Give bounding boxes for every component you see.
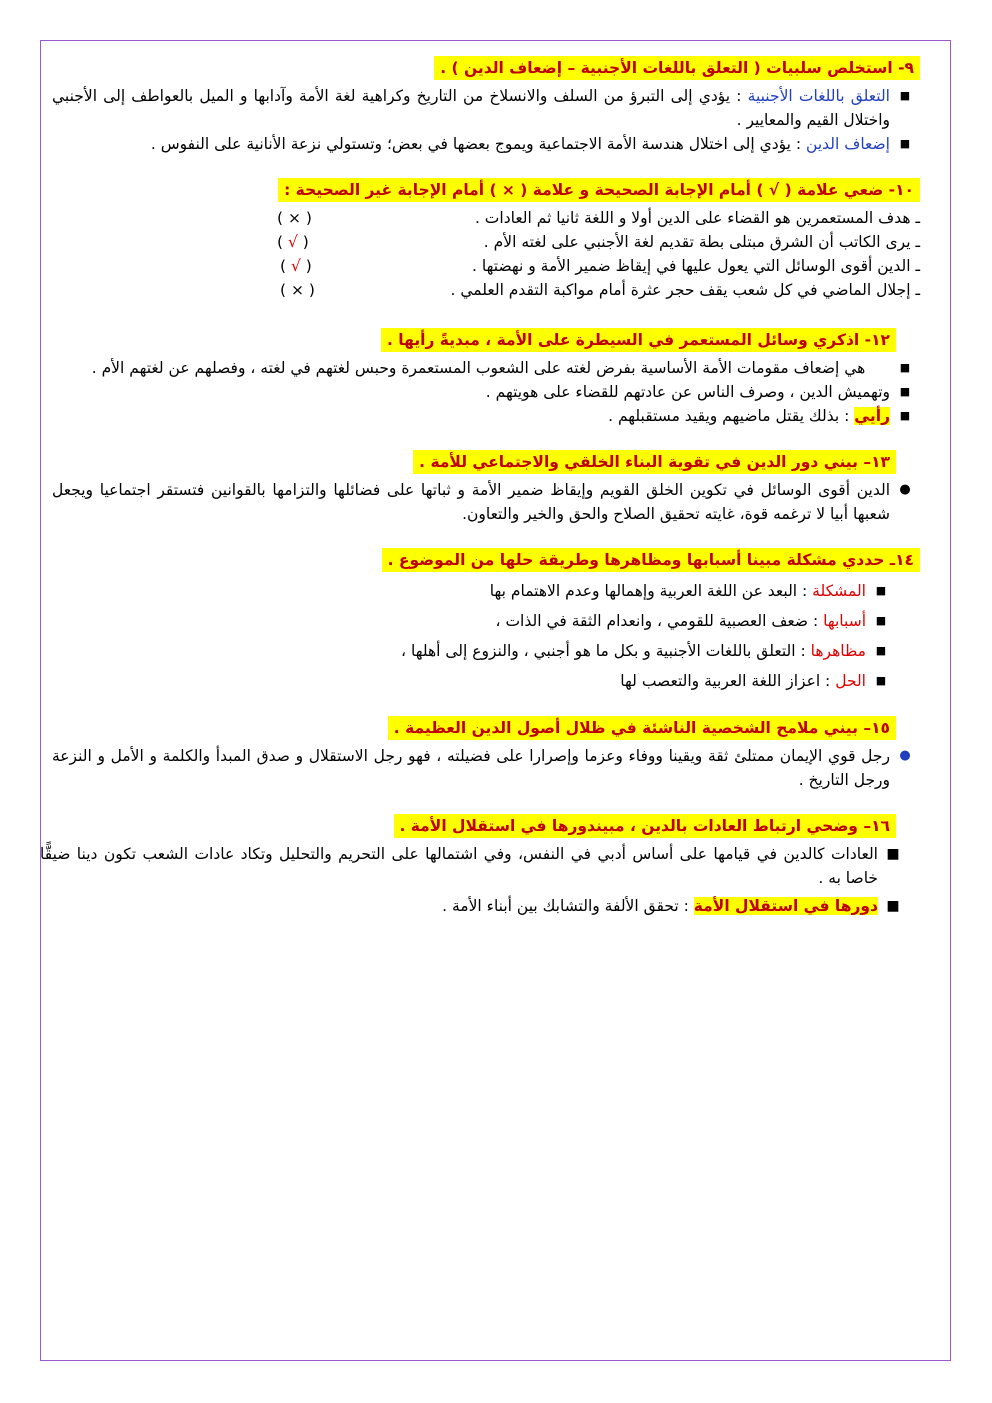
item-text: رجل قوي الإيمان ممتلئ ثقة ويقينا ووفاء وعزما وإصرارا على فضيلته ، فهو رجل الاستقلال و صدق المبدأ والكلمة و الأمل و النزعة ورجل التاريخ .	[52, 747, 890, 789]
question-10-title: ١٠- ضعي علامة ( √ ) أمام الإجابة الصحيحة و علامة ( × ) أمام الإجابة غير الصحيحة :	[278, 178, 920, 202]
list-item	[52, 404, 920, 428]
answer-mark: ( × )	[277, 209, 312, 227]
question-10	[52, 178, 920, 202]
check-icon: √	[290, 257, 301, 275]
cross-icon: ×	[290, 281, 304, 299]
item-text: : يؤدي إلى اختلال هندسة الأمة الاجتماعية ويموج بعضها في بعض؛ وتستولي نزعة الأنانية على النفوس .	[150, 135, 807, 153]
item-label: إضعاف الدين	[806, 135, 890, 153]
statement: ـ يرى الكاتب أن الشرق مبتلى بطة تقديم لغة الأجنبي على لغته الأم .	[483, 233, 920, 251]
question-13	[52, 450, 896, 474]
item-label: مظاهرها	[810, 642, 866, 660]
item-text: : يؤدي إلى التبرؤ من السلف والانسلاخ من التاريخ وكراهية لغة الأمة وآدابها و الميل بالعواطف إلى الأجنبي واختلال القيم والمعايير .	[52, 87, 890, 129]
square-bullet-icon: ■	[899, 361, 911, 374]
item-text: وتهميش الدين ، وصرف الناس عن عادتهم للقضاء على هويتهم .	[485, 383, 890, 401]
question-14	[52, 548, 920, 572]
item-label: التعلق باللغات الأجنبية	[747, 87, 890, 105]
square-bullet-icon: ■	[875, 614, 887, 627]
question-15	[52, 716, 896, 740]
question-12	[52, 328, 896, 352]
square-bullet-icon: ■	[899, 137, 911, 150]
opinion-text: : بذلك يقتل ماضيهم ويقيد مستقبلهم .	[608, 407, 855, 425]
square-bullet-icon: ■	[899, 89, 911, 102]
item-text: هي إضعاف مقومات الأمة الأساسية بفرض لغته على الشعوب المستعمرة وحبس لغتهم في لغته ، وفصلهم عن لغتهم الأم .	[91, 359, 890, 377]
dot-bullet-icon: ●	[899, 482, 911, 497]
answer-mark: ( √ )	[277, 233, 309, 251]
item-text: الدين أقوى الوسائل في تكوين الخلق القويم وإيقاظ ضمير الأمة و ثباتها على فضائلها والتزامها بالقوانين فتستقر اجتماعيا ويجعل شعبها أبيا لا ترغمه قوة، غايته تحقيق الصلاح والحق والخير والتعاون.	[52, 481, 890, 523]
item-label: أسبابها	[823, 612, 866, 630]
true-false-row	[52, 254, 920, 278]
list-item	[52, 356, 920, 380]
question-14-title: ١٤ـ حددي مشكلة مبينا أسبابها ومظاهرها وطريقة حلها من الموضوع .	[382, 548, 920, 572]
question-9-title: ٩- استخلص سلبيات ( التعلق باللغات الأجنبية – إضعاف الدين ) .	[434, 56, 920, 80]
list-item	[52, 380, 920, 404]
list-item	[52, 84, 920, 132]
question-12-title: ١٢- اذكري وسائل المستعمر في السيطرة على الأمة ، مبديةً رأيها .	[381, 328, 896, 352]
item-text: : التعلق باللغات الأجنبية و بكل ما هو أجنبي ، والنزوع إلى أهلها ،	[401, 642, 811, 660]
square-bullet-icon: ■	[899, 409, 911, 422]
list-item	[40, 842, 920, 890]
question-15-title: ١٥– بيني ملامح الشخصية الناشئة في ظلال أصول الدين العظيمة .	[388, 716, 896, 740]
item-text: العادات كالدين في قيامها على أساس أدبي في النفس، وفي اشتمالها على التحريم والتحليل وتكاد عادات الشعب تكون دينا ضيقًّا خاصا به .	[40, 845, 878, 887]
list-item	[52, 894, 920, 918]
square-bullet-icon: ■	[875, 644, 887, 657]
statement: ـ الدين أقوى الوسائل التي يعول عليها في إيقاظ ضمير الأمة و نهضتها .	[472, 257, 920, 275]
question-16-title: ١٦– وضحي ارتباط العادات بالدين ، مبيندورها في استقلال الأمة .	[394, 814, 897, 838]
item-text: : ضعف العصبية للقومي ، وانعدام الثقة في الذات ،	[495, 612, 824, 630]
question-13-title: ١٣– بيني دور الدين في تقوية البناء الخلقي والاجتماعي للأمة .	[413, 450, 896, 474]
item-text: : البعد عن اللغة العربية وإهمالها وعدم الاهتمام بها	[489, 582, 813, 600]
question-16	[52, 814, 896, 838]
statement: ـ إجلال الماضي في كل شعب يقف حجر عثرة أمام مواكبة التقدم العلمي .	[450, 281, 920, 299]
list-item	[52, 666, 896, 696]
opinion-label: رأيي	[854, 407, 890, 425]
true-false-row	[52, 278, 920, 302]
role-label: دورها في استقلال الأمة	[693, 897, 878, 915]
statement: ـ هدف المستعمرين هو القضاء على الدين أولا و اللغة ثانيا ثم العادات .	[474, 209, 920, 227]
answer-mark: ( × )	[280, 281, 315, 299]
item-label: الحل	[835, 672, 866, 690]
item-text: : اعزاز اللغة العربية والتعصب لها	[620, 672, 836, 690]
list-item	[52, 576, 896, 606]
dot-bullet-icon: ●	[899, 748, 911, 763]
true-false-row	[52, 206, 920, 230]
check-icon: √	[287, 233, 298, 251]
item-label: المشكلة	[812, 582, 866, 600]
true-false-row	[52, 230, 920, 254]
document-body	[40, 56, 920, 918]
square-bullet-icon: ■	[886, 846, 900, 862]
role-text: : تحقق الألفة والتشابك بين أبناء الأمة .	[442, 897, 694, 915]
square-bullet-icon: ■	[899, 385, 911, 398]
list-item	[52, 744, 920, 792]
list-item	[52, 606, 896, 636]
question-9	[52, 56, 920, 80]
square-bullet-icon: ■	[886, 898, 900, 914]
list-item	[52, 636, 896, 666]
answer-mark: ( √ )	[280, 257, 312, 275]
cross-icon: ×	[287, 209, 301, 227]
list-item	[52, 478, 920, 526]
list-item	[52, 132, 920, 156]
square-bullet-icon: ■	[875, 584, 887, 597]
square-bullet-icon: ■	[875, 674, 887, 687]
